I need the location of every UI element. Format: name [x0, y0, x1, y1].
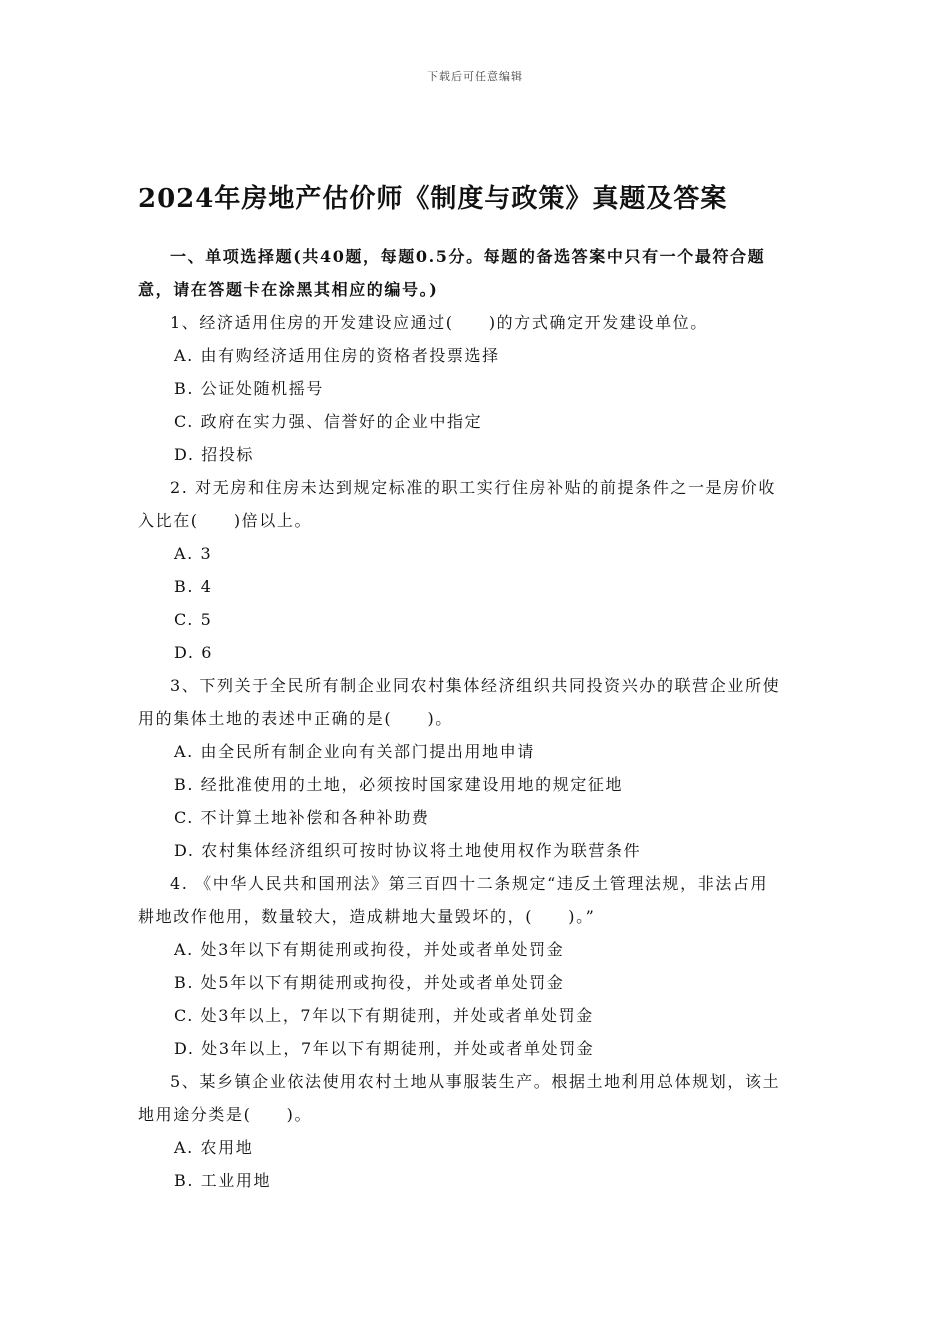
question-3-line-1: 3、下列关于全民所有制企业同农村集体经济组织共同投资兴办的联营企业所使 — [170, 676, 781, 695]
question-4-option-a: A. 处3年以下有期徒刑或拘役，并处或者单处罚金 — [174, 940, 565, 959]
question-2-option-c: C. 5 — [174, 610, 213, 629]
question-4-option-c: C. 处3年以上，7年以下有期徒刑，并处或者单处罚金 — [174, 1006, 594, 1025]
question-1-option-a: A. 由有购经济适用住房的资格者投票选择 — [174, 346, 500, 365]
question-4-option-b: B. 处5年以下有期徒刑或拘役，并处或者单处罚金 — [174, 973, 565, 992]
question-1-option-c: C. 政府在实力强、信誉好的企业中指定 — [174, 412, 483, 431]
question-1-option-b: B. 公证处随机摇号 — [174, 379, 324, 398]
question-2-option-d: D. 6 — [174, 643, 214, 662]
question-3-line-2: 用的集体土地的表述中正确的是( )。 — [138, 709, 453, 728]
question-3-option-c: C. 不计算土地补偿和各种补助费 — [174, 808, 430, 827]
question-5-option-a: A. 农用地 — [174, 1138, 254, 1157]
question-5-line-2: 地用途分类是( )。 — [138, 1105, 313, 1124]
section-heading-line-2: 意，请在答题卡在涂黑其相应的编号。) — [138, 280, 439, 299]
question-1-option-d: D. 招投标 — [174, 445, 255, 464]
header-note: 下载后可任意编辑 — [427, 70, 523, 83]
document-title: 2024年房地产估价师《制度与政策》真题及答案 — [138, 184, 728, 214]
document-body — [138, 240, 835, 1197]
question-2-option-b: B. 4 — [174, 577, 213, 596]
question-3-option-d: D. 农村集体经济组织可按时协议将土地使用权作为联营条件 — [174, 841, 642, 860]
question-4-line-1: 4. 《中华人民共和国刑法》第三百四十二条规定“违反土管理法规，非法占用 — [170, 874, 769, 893]
section-heading-line-1: 一、单项选择题(共40题，每题0.5分。每题的备选答案中只有一个最符合题 — [170, 247, 766, 266]
question-1-line-1: 1、经济适用住房的开发建设应通过( )的方式确定开发建设单位。 — [170, 313, 708, 332]
question-5-option-b: B. 工业用地 — [174, 1171, 272, 1190]
question-4-option-d: D. 处3年以上，7年以下有期徒刑，并处或者单处罚金 — [174, 1039, 595, 1058]
question-2-line-1: 2. 对无房和住房未达到规定标准的职工实行住房补贴的前提条件之一是房价收 — [170, 478, 776, 497]
question-2-option-a: A. 3 — [174, 544, 213, 563]
question-5-line-1: 5、某乡镇企业依法使用农村土地从事服装生产。根据土地利用总体规划，该土 — [170, 1072, 781, 1091]
question-4-line-2: 耕地改作他用，数量较大，造成耕地大量毁坏的，( )。” — [138, 907, 596, 926]
question-2-line-2: 入比在( )倍以上。 — [138, 511, 313, 530]
question-3-option-a: A. 由全民所有制企业向有关部门提出用地申请 — [174, 742, 535, 761]
question-3-option-b: B. 经批准使用的土地，必须按时国家建设用地的规定征地 — [174, 775, 624, 794]
